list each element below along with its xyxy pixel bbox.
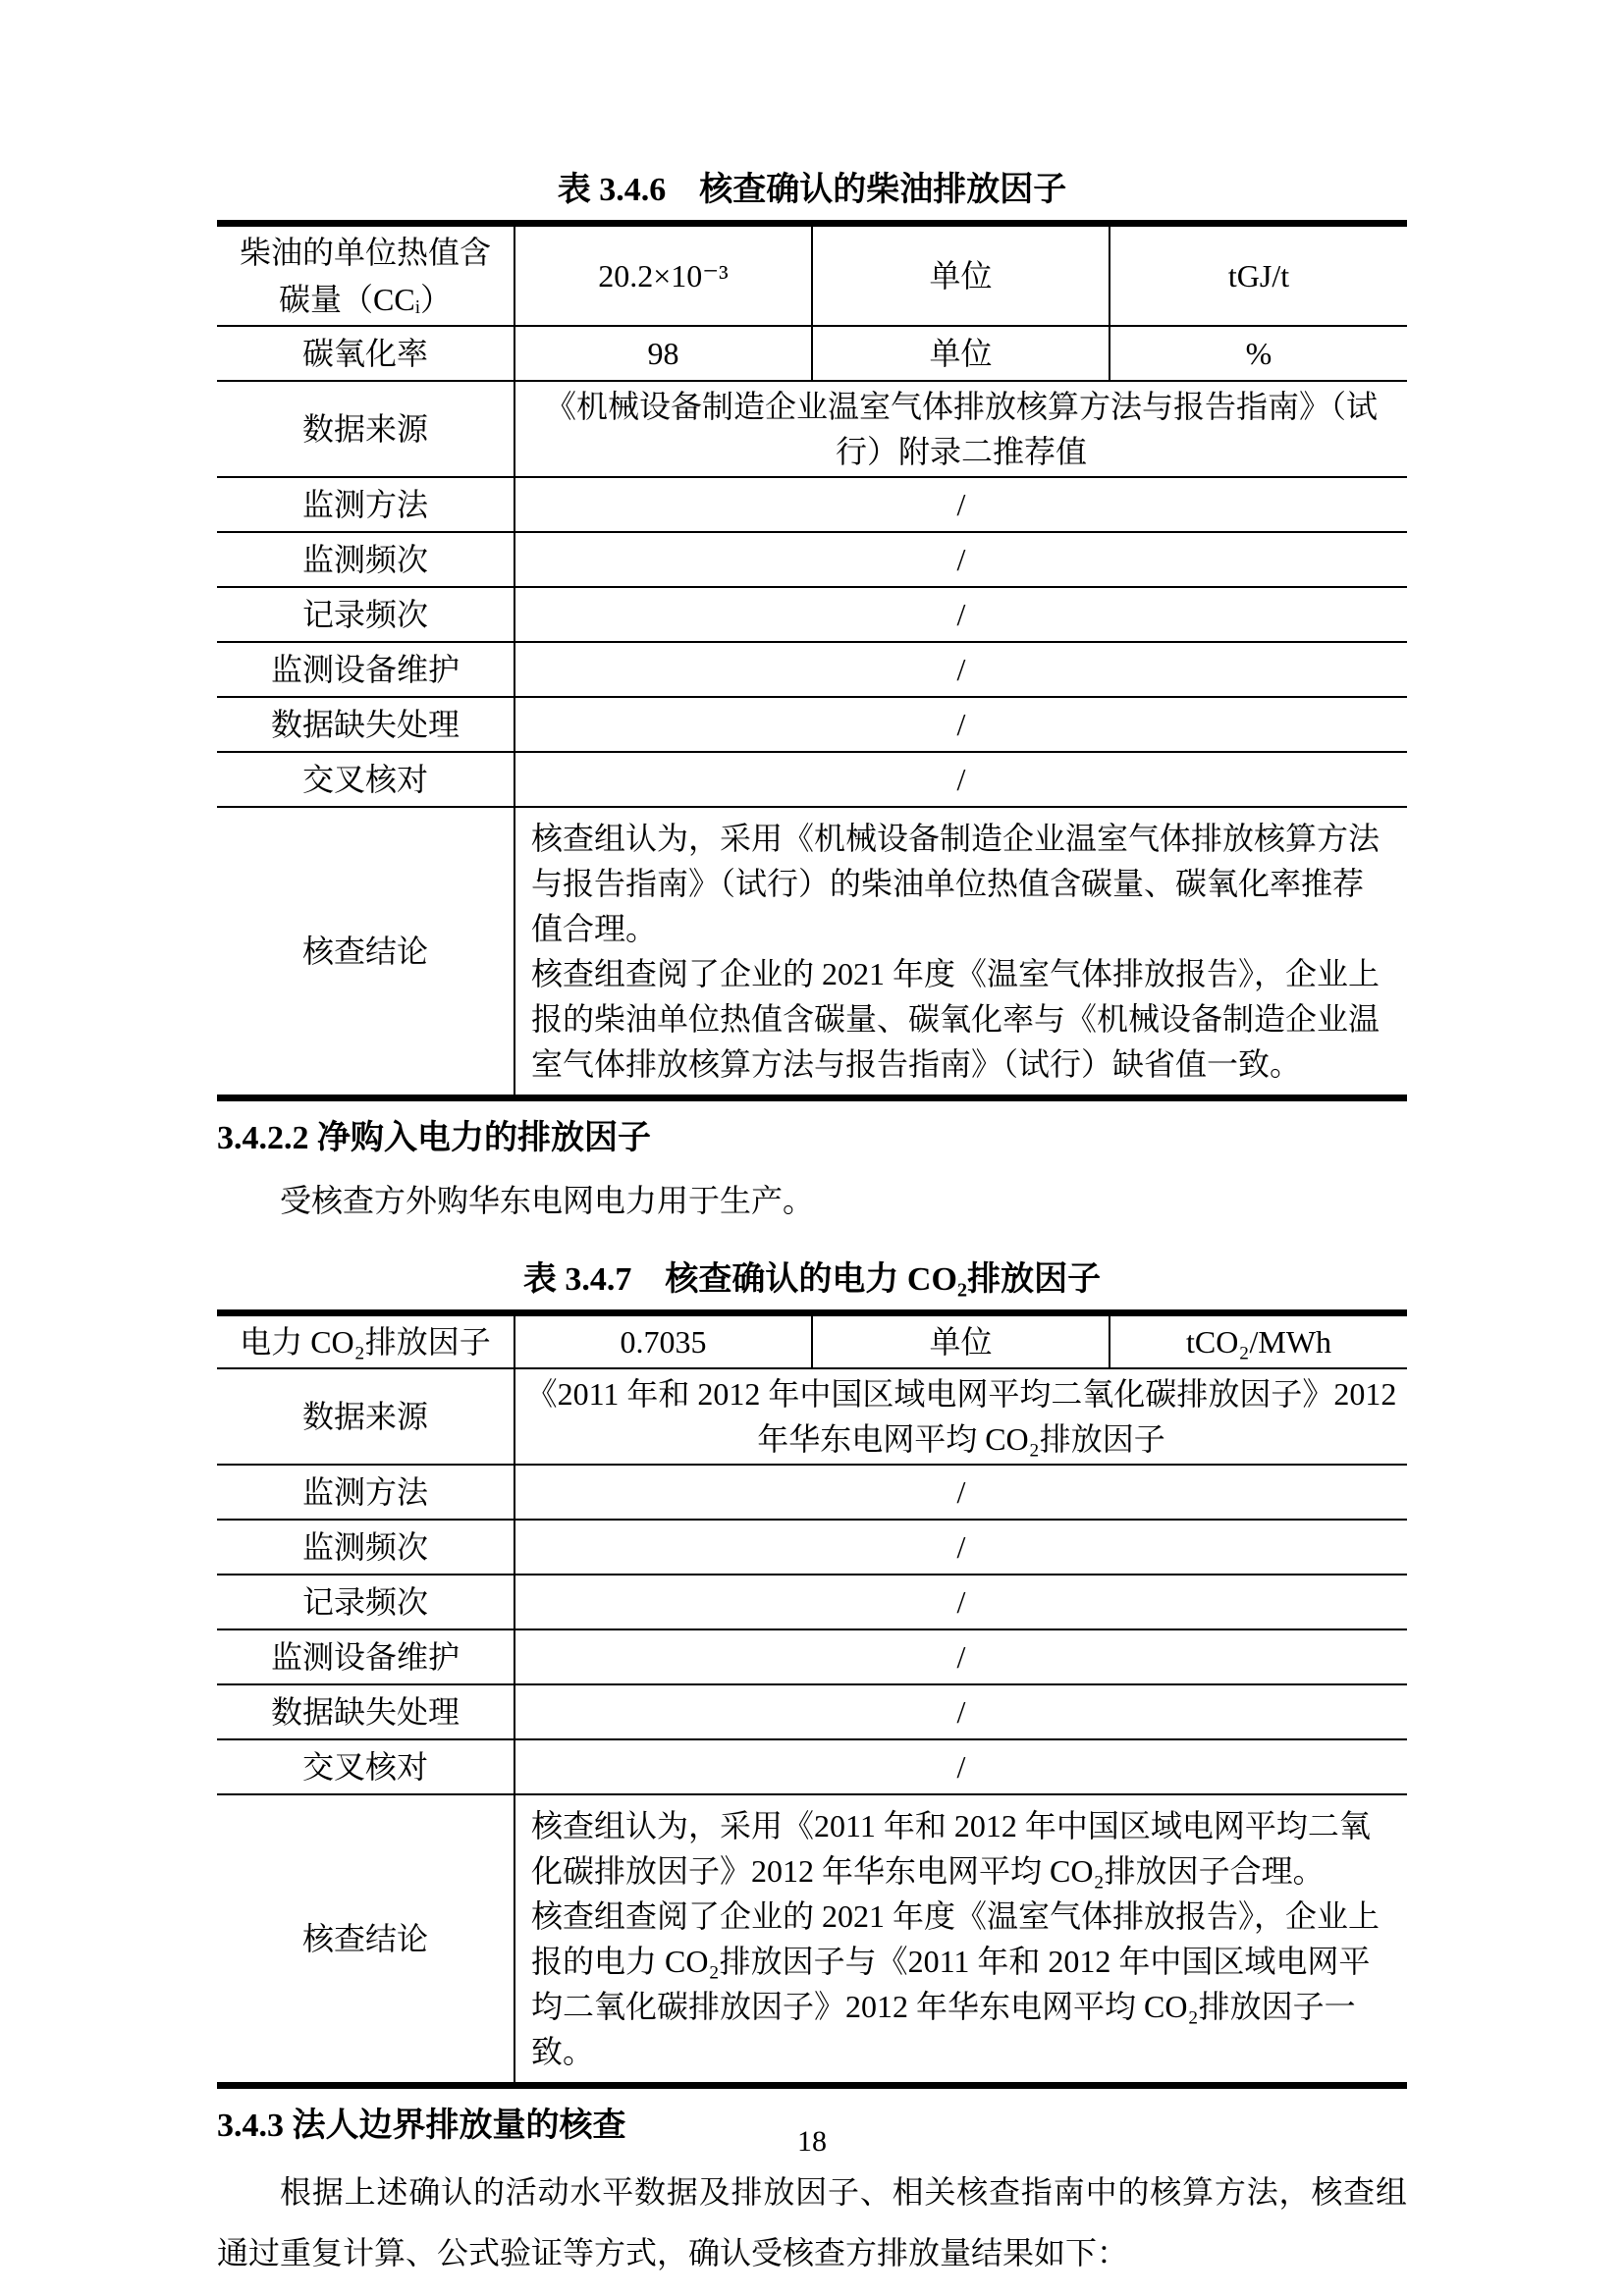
conclusion-paragraph: 核查组查阅了企业的 2021 年度《温室气体排放报告》，企业上报的柴油单位热值含碳量、碳氧化率与《机械设备制造企业温室气体排放核算方法与报告指南》（试行）缺省值一致。	[531, 956, 1380, 1082]
row-label: 数据来源	[217, 381, 514, 477]
row-value: /	[514, 642, 1407, 697]
row-label: 交叉核对	[217, 1739, 514, 1794]
row-value: /	[514, 1629, 1407, 1684]
row-cell: 20.2×10⁻³	[514, 224, 812, 327]
diesel-emission-factor-table	[217, 220, 1407, 1101]
table-row	[217, 477, 1407, 532]
row-label: 电力 CO₂排放因子	[217, 1313, 514, 1369]
table-row	[217, 697, 1407, 752]
table-347-title: 表 3.4.7 核查确认的电力 CO₂排放因子	[522, 1261, 1102, 1298]
table-row	[217, 752, 1407, 807]
table-row	[217, 807, 1407, 1098]
row-cell: 单位	[812, 224, 1110, 327]
row-value: 《机械设备制造企业温室气体排放核算方法与报告指南》（试行）附录二推荐值	[514, 381, 1407, 477]
row-cell: 98	[514, 326, 812, 381]
row-cell: 单位	[812, 326, 1110, 381]
row-label: 记录频次	[217, 587, 514, 642]
row-value	[514, 807, 1407, 1098]
table-row	[217, 1684, 1407, 1739]
row-label: 监测设备维护	[217, 642, 514, 697]
row-label: 监测方法	[217, 1465, 514, 1520]
row-label: 碳氧化率	[217, 326, 514, 381]
row-label: 数据缺失处理	[217, 697, 514, 752]
table-row	[217, 1794, 1407, 2086]
table-row	[217, 1739, 1407, 1794]
row-value: /	[514, 477, 1407, 532]
table-346-title: 表 3.4.6 核查确认的柴油排放因子	[557, 172, 1067, 208]
row-label: 数据缺失处理	[217, 1684, 514, 1739]
table-row	[217, 642, 1407, 697]
section-3422-paragraph: 受核查方外购华东电网电力用于生产。	[280, 1183, 815, 1218]
row-label: 监测方法	[217, 477, 514, 532]
electricity-emission-factor-table-body	[217, 1313, 1407, 2086]
table-row	[217, 224, 1407, 327]
row-value: /	[514, 532, 1407, 587]
row-label: 核查结论	[217, 1794, 514, 2086]
section-3422-heading: 3.4.2.2 净购入电力的排放因子	[217, 1120, 651, 1156]
table-row	[217, 326, 1407, 381]
row-value	[514, 1794, 1407, 2086]
row-value: /	[514, 1684, 1407, 1739]
table-row	[217, 1575, 1407, 1629]
row-value: 《2011 年和 2012 年中国区域电网平均二氧化碳排放因子》2012 年华东电网平均 CO₂排放因子	[514, 1368, 1407, 1465]
row-value: /	[514, 752, 1407, 807]
row-value: /	[514, 697, 1407, 752]
conclusion-paragraph: 核查组认为，采用《机械设备制造企业温室气体排放核算方法与报告指南》（试行）的柴油单位热值含碳量、碳氧化率推荐值合理。	[531, 821, 1380, 946]
diesel-emission-factor-table-body	[217, 224, 1407, 1098]
row-label: 柴油的单位热值含碳量（CCᵢ）	[217, 224, 514, 327]
table-row	[217, 532, 1407, 587]
row-label: 监测频次	[217, 532, 514, 587]
row-value: /	[514, 1520, 1407, 1575]
row-cell: 0.7035	[514, 1313, 812, 1369]
table-row	[217, 1313, 1407, 1369]
row-cell: 单位	[812, 1313, 1110, 1369]
row-label: 监测设备维护	[217, 1629, 514, 1684]
table-row	[217, 1465, 1407, 1520]
row-cell: tCO₂/MWh	[1110, 1313, 1407, 1369]
electricity-emission-factor-table	[217, 1309, 1407, 2089]
row-cell: tGJ/t	[1110, 224, 1407, 327]
table-row	[217, 1520, 1407, 1575]
row-label: 记录频次	[217, 1575, 514, 1629]
table-row	[217, 381, 1407, 477]
row-label: 监测频次	[217, 1520, 514, 1575]
row-value: /	[514, 1739, 1407, 1794]
table-row	[217, 587, 1407, 642]
table-row	[217, 1629, 1407, 1684]
row-value: /	[514, 1575, 1407, 1629]
row-label: 数据来源	[217, 1368, 514, 1465]
conclusion-paragraph: 核查组查阅了企业的 2021 年度《温室气体排放报告》，企业上报的电力 CO₂排放因子与《2011 年和 2012 年中国区域电网平均二氧化碳排放因子》2012 年华东电网平均 CO₂排放因子一致。	[531, 1898, 1380, 2069]
row-label: 交叉核对	[217, 752, 514, 807]
row-cell: %	[1110, 326, 1407, 381]
section-343-heading: 3.4.3 法人边界排放量的核查	[217, 2108, 626, 2144]
row-value: /	[514, 587, 1407, 642]
page-number: 18	[797, 2125, 827, 2158]
conclusion-paragraph: 核查组认为，采用《2011 年和 2012 年中国区域电网平均二氧化碳排放因子》2012 年华东电网平均 CO₂排放因子合理。	[531, 1808, 1371, 1889]
page-content	[217, 0, 1407, 2283]
table-row	[217, 1368, 1407, 1465]
row-value: /	[514, 1465, 1407, 1520]
row-label: 核查结论	[217, 807, 514, 1098]
section-343-paragraph: 根据上述确认的活动水平数据及排放因子、相关核查指南中的核算方法，核查组通过重复计算、公式验证等方式，确认受核查方排放量结果如下：	[217, 2174, 1407, 2270]
